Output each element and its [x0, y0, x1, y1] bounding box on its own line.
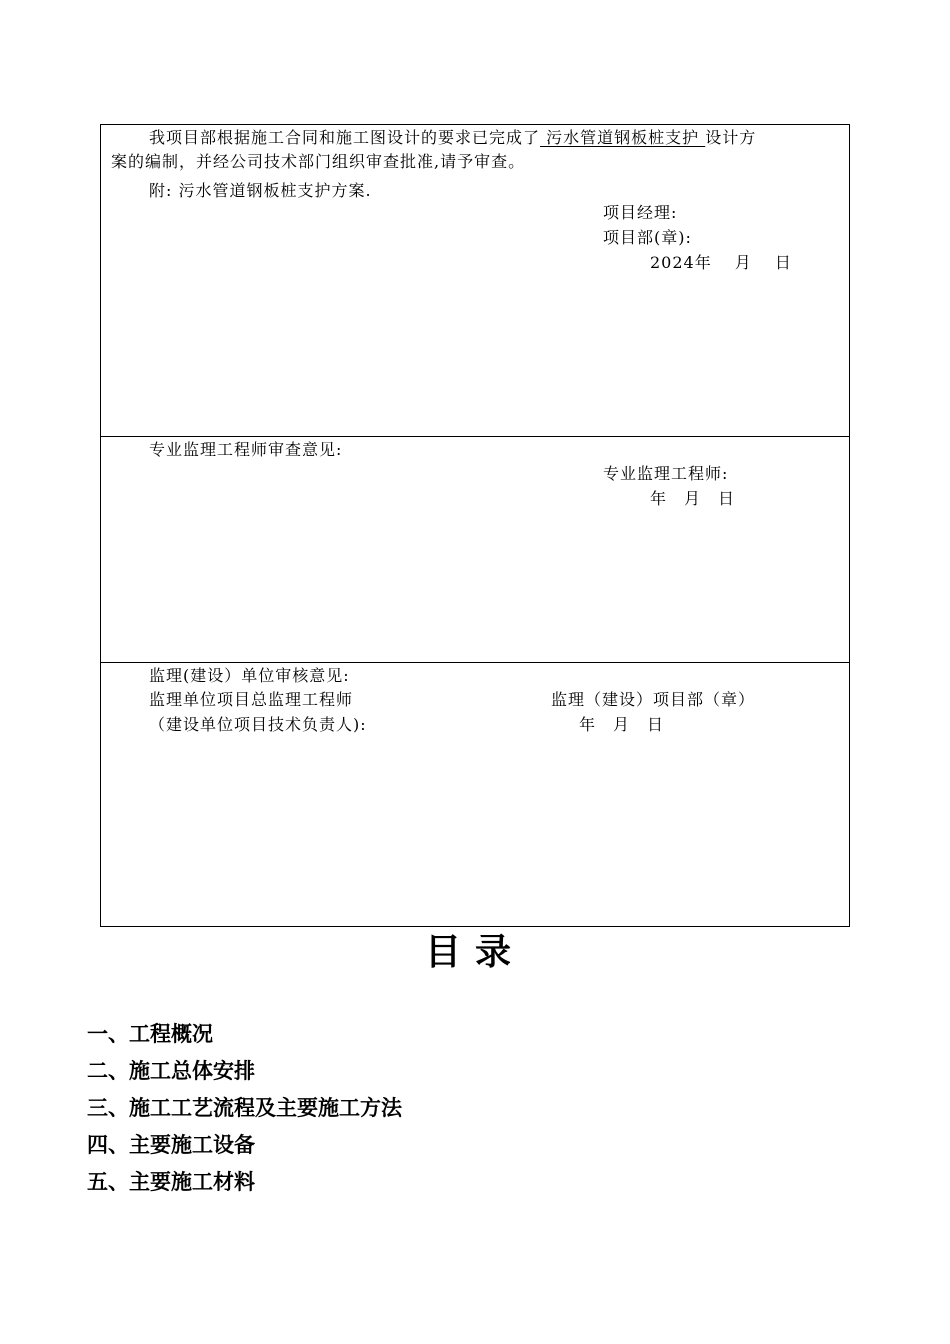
unit-seal-label: 监理（建设）项目部（章） [551, 690, 756, 709]
engineer-review-section [101, 437, 849, 663]
submission-line1-after: 设计方 [705, 128, 757, 147]
engineer-signer-label: 专业监理工程师: [603, 464, 729, 483]
unit-review-section [101, 663, 849, 926]
construction-tech-lead-label: （建设单位项目技术负责人): [149, 715, 367, 734]
engineer-opinion-label: 专业监理工程师审查意见: [149, 440, 343, 459]
submission-line1-before: 我项目部根据施工合同和施工图设计的要求已完成了 [149, 128, 541, 147]
engineer-review-date: 年 月 日 [650, 489, 736, 508]
project-dept-seal-label: 项目部(章): [603, 228, 692, 247]
toc-item[interactable]: 五、主要施工材料 [87, 1170, 255, 1194]
toc-list [87, 1016, 402, 1201]
submission-date: 2024年 月 日 [650, 253, 792, 272]
plan-name: 污水管道钢板桩支护 [540, 128, 706, 147]
toc-item[interactable]: 四、主要施工设备 [87, 1133, 255, 1157]
unit-review-date: 年 月 日 [579, 715, 665, 734]
toc-item[interactable]: 一、工程概况 [87, 1022, 213, 1046]
toc-title: 目录 [424, 932, 525, 973]
attachment-text: 附: 污水管道钢板桩支护方案. [149, 181, 372, 200]
submission-section [101, 125, 849, 437]
project-manager-label: 项目经理: [603, 203, 678, 222]
submission-line-2: 案的编制，并经公司技术部门组织审查批准,请予审查。 [111, 152, 526, 171]
submission-line-1 [149, 127, 756, 149]
approval-form-table [100, 124, 850, 927]
toc-item[interactable]: 三、施工工艺流程及主要施工方法 [87, 1096, 402, 1120]
unit-opinion-label: 监理(建设）单位审核意见: [149, 666, 350, 685]
toc-item[interactable]: 二、施工总体安排 [87, 1059, 255, 1083]
chief-engineer-label: 监理单位项目总监理工程师 [149, 690, 354, 709]
